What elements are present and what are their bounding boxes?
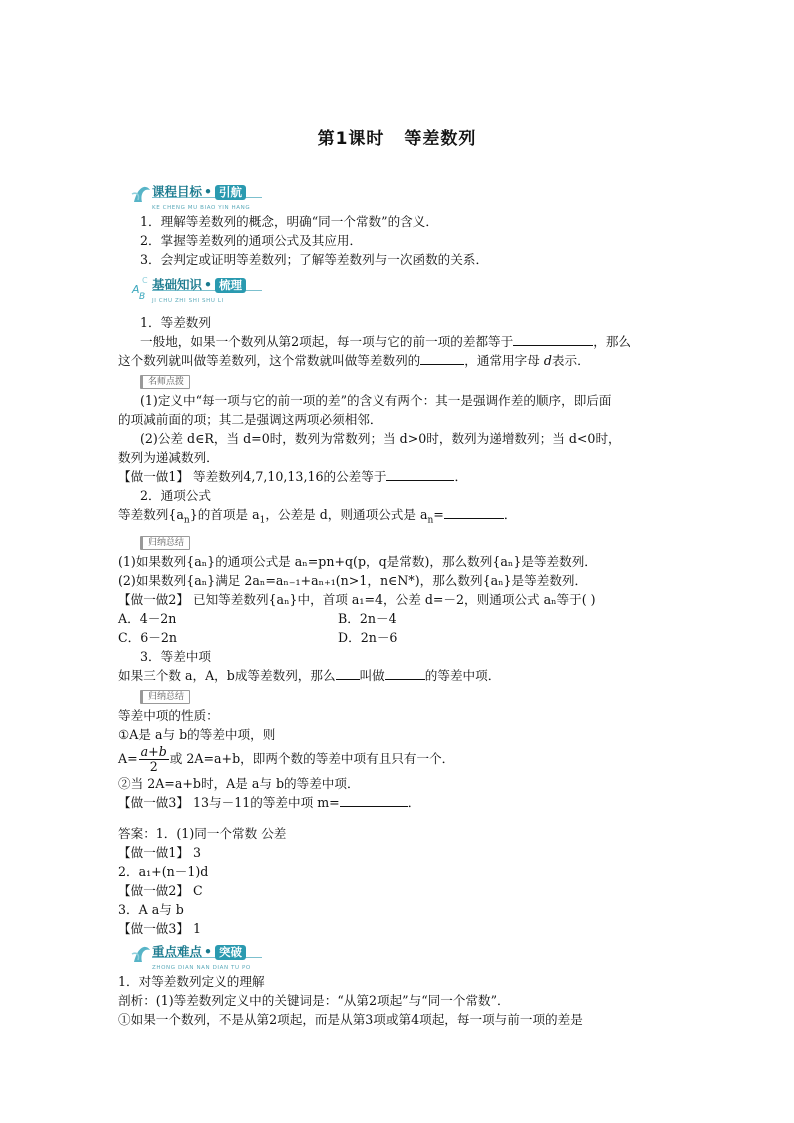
banner-pinyin: KE CHENG MU BIAO YIN HANG xyxy=(152,205,251,211)
banner-title: 基础知识 xyxy=(152,277,203,292)
svg-text:B: B xyxy=(139,292,146,301)
svg-text:A: A xyxy=(132,283,140,296)
svg-text:C: C xyxy=(142,276,148,285)
banner-title: 重点难点 xyxy=(152,943,203,959)
banner-pinyin: JI CHU ZHI SHI SHU LI xyxy=(152,298,224,304)
property-line: ②当 2A=a+b时，A是 a与 b的等差中项． xyxy=(118,775,360,791)
fill-blank[interactable] xyxy=(386,467,454,481)
exercise-3: 【做一做3】 13与－11的等差中项 m= ． xyxy=(118,794,421,810)
analysis-line: ①如果一个数列，不是从第2项起，而是从第3项或第4项起，每一项与前一项的差是 xyxy=(118,1011,583,1027)
option-d[interactable]: D．2n－6 xyxy=(338,629,398,645)
definition-line-1: 一般地，如果一个数列从第2项起，每一项与它的前一项的差都等于 ，那么 xyxy=(140,334,632,349)
main-content xyxy=(118,178,683,1029)
fill-blank[interactable] xyxy=(340,793,408,807)
lesson-topic: 等差数列 xyxy=(404,129,477,149)
tag-summary: 归纳总结 xyxy=(140,690,190,704)
property-heading: 等差中项的性质： xyxy=(118,707,219,723)
fill-blank[interactable] xyxy=(420,351,464,365)
note-line: 数列为递减数列． xyxy=(118,450,219,465)
exercise-1: 【做一做1】 等差数列4,7,10,13,16的公差等于 ． xyxy=(118,469,468,484)
answer-line: 3．A a与 b xyxy=(118,901,184,917)
banner-course-goals: 课程目标 • 引航 KE CHENG MU BIAO YIN HANG xyxy=(130,180,683,208)
answer-line: 2．a₁+(n－1)d xyxy=(118,863,209,879)
property-formula: A= $\frac{a+b}{2}$ 或 2A=a+b，即两个数的等差中项有且只有一个． xyxy=(118,743,455,774)
page-title xyxy=(0,124,794,149)
property-line: ①A是 a与 b的等差中项，则 xyxy=(118,726,276,742)
option-c[interactable]: C．6－2n xyxy=(118,629,177,645)
fill-blank[interactable] xyxy=(444,505,504,519)
tag-summary: 归纳总结 xyxy=(140,536,190,550)
exercise-2: 【做一做2】 已知等差数列{aₙ}中，首项 a₁=4，公差 d=－2，则通项公式 aₙ等于( ) xyxy=(118,591,596,607)
definition-line-2: 这个数列就叫做等差数列，这个常数就叫做等差数列的 ，通常用字母 d表示． xyxy=(118,353,590,368)
options-row xyxy=(118,609,683,628)
banner-title: 课程目标 xyxy=(152,184,203,199)
answer-line: 答案：1．(1)同一个常数 公差 xyxy=(118,825,287,841)
note-line: 的项减前面的项；其二是强调这两项必须相邻． xyxy=(118,412,383,427)
banner-tag: 突破 xyxy=(215,945,246,960)
summary-line: (1)如果数列{aₙ}的通项公式是 aₙ=pn+q(p，q是常数)，那么数列{aₙ}是等差数列． xyxy=(118,553,597,569)
middle-term-definition: 如果三个数 a，A，b成等差数列，那么 叫做 的等差中项． xyxy=(118,667,501,683)
banner-basic-knowledge: A B C 基础知识 • 梳理 JI CHU ZHI SHI SHU LI xyxy=(130,273,683,301)
section-heading: 2．通项公式 xyxy=(140,488,211,503)
fill-blank[interactable] xyxy=(385,666,425,680)
section-heading: 1．对等差数列定义的理解 xyxy=(118,973,265,989)
section-heading: 1．等差数列 xyxy=(140,315,211,330)
fill-blank[interactable] xyxy=(336,666,360,680)
summary-line: (2)如果数列{aₙ}满足 2aₙ=aₙ₋₁+aₙ₊₁(n>1，n∈N*)，那么数列{aₙ}是等差数列． xyxy=(118,572,588,588)
banner-pinyin: ZHONG DIAN NAN DIAN TU PO xyxy=(152,964,251,971)
section-heading: 3．等差中项 xyxy=(140,648,211,664)
answer-line: 【做一做3】 1 xyxy=(118,920,201,936)
option-a[interactable]: A．4－2n xyxy=(118,610,177,626)
answer-line: 【做一做1】 3 xyxy=(118,844,201,860)
tag-teacher-tips: 名师点拨 xyxy=(140,375,190,389)
formula-line: 等差数列$\{a_n\}$的首项是 $a_1$，公差是 d，则通项公式是 $a_n=$ ． xyxy=(118,507,517,526)
banner-tag: 梳理 xyxy=(215,278,246,293)
note-line: (2)公差 d∈R，当 d=0时，数列为常数列；当 d>0时，数列为递增数列；当 d<0时， xyxy=(140,431,621,446)
answer-line: 【做一做2】 C xyxy=(118,882,203,898)
fill-blank[interactable] xyxy=(513,332,593,346)
note-line: (1)定义中“每一项与它的前一项的差”的含义有两个：其一是强调作差的顺序，即后面 xyxy=(140,393,612,408)
goal-item-3: 3．会判定或证明等差数列；了解等差数列与一次函数的关系． xyxy=(140,252,489,267)
options-row xyxy=(118,628,683,647)
fraction: $\frac{a+b}{2}$ xyxy=(140,743,167,774)
goal-item-1: 1．理解等差数列的概念，明确“同一个常数”的含义． xyxy=(140,214,438,229)
option-b[interactable]: B．2n－4 xyxy=(338,610,397,626)
banner-key-difficulties: 重点难点 • 突破 ZHONG DIAN NAN DIAN TU PO xyxy=(130,940,683,968)
banner-tag: 引航 xyxy=(215,185,246,200)
analysis-line: 剖析：(1)等差数列定义中的关键词是：“从第2项起”与“同一个常数”． xyxy=(118,992,510,1008)
goal-item-2: 2．掌握等差数列的通项公式及其应用． xyxy=(140,233,363,248)
lesson-number: 第1课时 xyxy=(317,129,385,149)
